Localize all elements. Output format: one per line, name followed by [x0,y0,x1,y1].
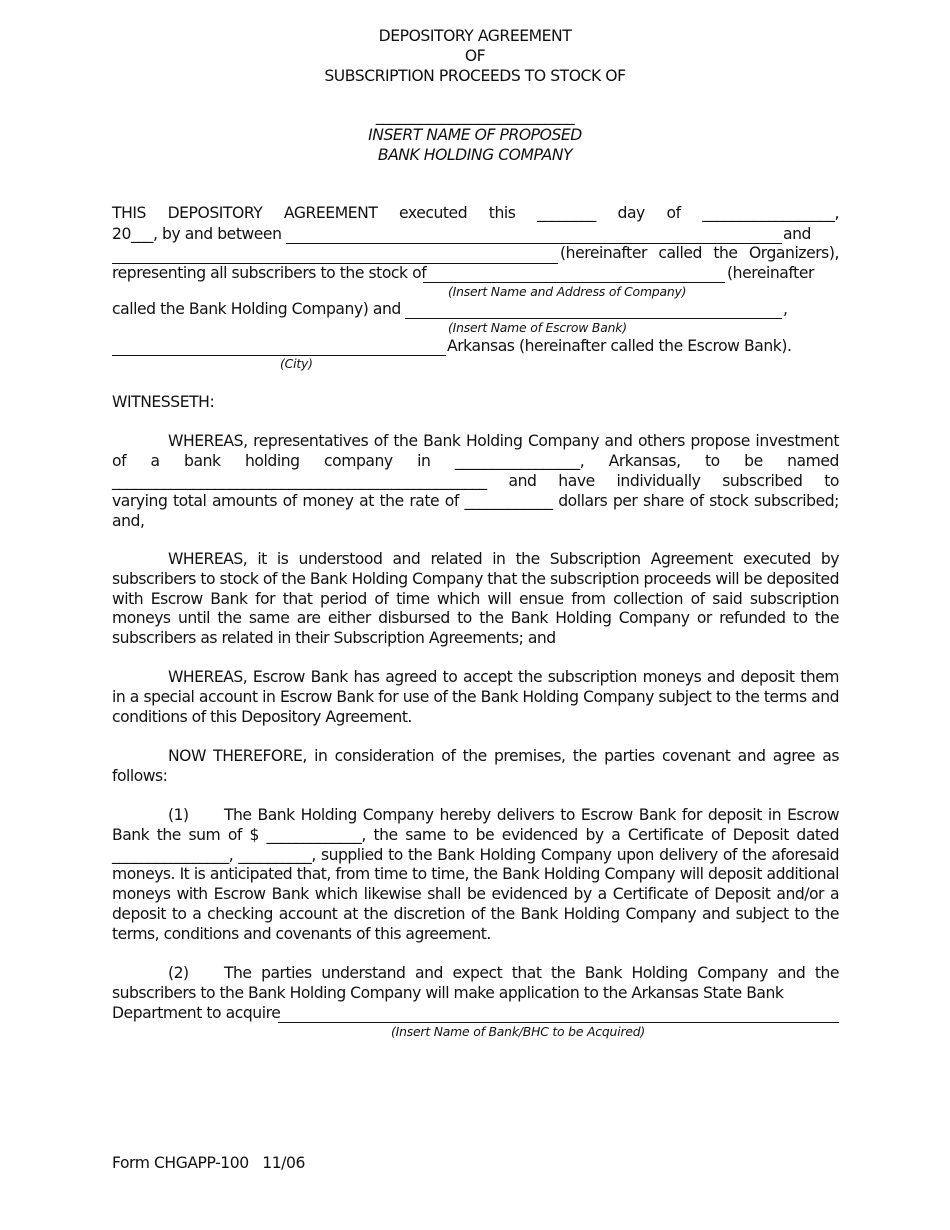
intro-line-4-suffix: (hereinafter [727,264,814,282]
escrow-bank-field [405,318,782,319]
clause-2-last-line: Department to acquire [112,1004,281,1022]
clause-1-number: (1) [168,806,189,824]
clause-1-paragraph [112,806,839,945]
clause-2-text: The parties understand and expect that the Bank Holding Company and the subscribers to the Bank Holding Company will make application to the Arkansas State Bank [112,964,839,1002]
subtitle-line-1: INSERT NAME OF PROPOSED [368,126,582,144]
title-line-1: DEPOSITORY AGREEMENT [378,27,572,45]
intro-line-1: THIS DEPOSITORY AGREEMENT executed this ________ day of __________________, [112,204,839,222]
whereas-3-paragraph [112,668,839,727]
clause-2-paragraph [112,964,839,1004]
whereas-1-line-1: WHEREAS, representatives of the Bank Holding Company and others propose investment [168,432,839,450]
now-therefore-text: NOW THEREFORE, in consideration of the premises, the parties covenant and agree as follows: [112,747,839,785]
caption-company: (Insert Name and Address of Company) [448,284,687,299]
whereas-3-text: WHEREAS, Escrow Bank has agreed to accept the subscription moneys and deposit them in a special account in Escrow Bank for use of the Bank Holding Company subject to the terms and conditions of this Depository Agreement. [112,668,839,726]
intro-line-5-suffix: , [783,300,788,318]
caption-city: (City) [280,356,313,371]
title-line-3: SUBSCRIPTION PROCEEDS TO STOCK OF [324,67,626,85]
form-id-footer: Form CHGAPP-100 11/06 [112,1154,305,1172]
caption-escrow-bank: (Insert Name of Escrow Bank) [448,320,627,335]
intro-line-2-suffix: and [783,225,811,243]
intro-line-3: (hereinafter called the Organizers), [560,244,839,262]
whereas-1-line-3: ___________________________________________________ and have individually subscribed to [112,472,839,490]
whereas-2-text: WHEREAS, it is understood and related in the Subscription Agreement executed by subscribers to stock of the Bank Holding Company that the subscription proceeds will be deposited with Escrow Bank for that period of time which will ensue from collection of said subscription moneys until the same are either disbursed to the Bank Holding Company or refunded to the subscribers as related in their Subscription Agreements; and [112,550,839,648]
whereas-2-paragraph [112,550,839,649]
intro-line-2-prefix: 20___, by and between [112,225,282,243]
caption-bank-to-acquire: (Insert Name of Bank/BHC to be Acquired) [391,1024,646,1039]
now-therefore-paragraph [112,747,839,787]
bank-to-acquire-field [278,1022,839,1023]
intro-line-6: Arkansas (hereinafter called the Escrow Bank). [447,337,792,355]
company-name-field [423,282,725,283]
company-name-blank: ___________________________ [375,107,575,125]
clause-1-text: The Bank Holding Company hereby delivers to Escrow Bank for deposit in Escrow Bank the sum of $ _____________, the same to be evidenced by a Certificate of Deposit dated ________________, __________, supplied to the Bank Holding Company upon delivery of the aforesaid moneys. It is anticipated that, from time to time, the Bank Holding Company will deposit additional moneys with Escrow Bank which likewise shall be evidenced by a Certificate of Deposit and/or a deposit to a checking account at the discretion of the Bank Holding Company and subject to the terms, conditions and covenants of this agreement. [112,806,839,943]
city-field [112,355,446,356]
intro-line-4-prefix: representing all subscribers to the stock of [112,264,427,282]
whereas-1-line-5: and, [112,512,145,530]
witnesseth-heading: WITNESSETH: [112,393,215,411]
whereas-1-line-2: of a bank holding company in _________________, Arkansas, to be named [112,452,839,470]
title-line-2: OF [464,47,486,65]
whereas-1-line-4: varying total amounts of money at the rate of ____________ dollars per share of stock subscribed; [112,492,839,510]
subtitle-line-2: BANK HOLDING COMPANY [377,146,573,164]
clause-2-number: (2) [168,964,189,982]
intro-line-5-prefix: called the Bank Holding Company) and [112,300,401,318]
